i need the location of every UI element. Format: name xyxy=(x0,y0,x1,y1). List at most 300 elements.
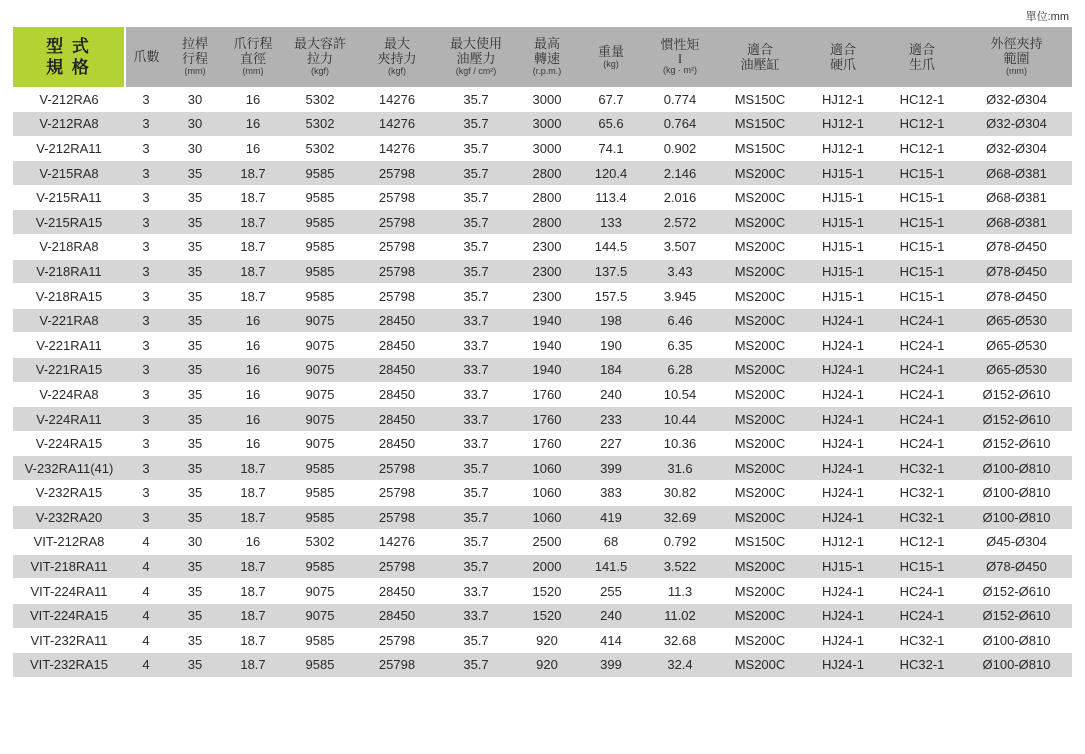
value-cell: 2800 xyxy=(515,161,579,186)
value-cell: 35 xyxy=(167,210,223,235)
value-cell: 35 xyxy=(167,505,223,530)
value-cell: 35 xyxy=(167,579,223,604)
value-cell: MS200C xyxy=(717,481,803,506)
value-cell: HC15-1 xyxy=(883,284,961,309)
value-cell: 3 xyxy=(125,431,167,456)
value-cell: 35.7 xyxy=(437,505,515,530)
model-cell: V-218RA15 xyxy=(13,284,125,309)
value-cell: Ø152-Ø610 xyxy=(961,382,1072,407)
value-cell: Ø68-Ø381 xyxy=(961,210,1072,235)
column-header-unit: (mm) xyxy=(1006,66,1027,77)
value-cell: HC15-1 xyxy=(883,259,961,284)
value-cell: 35.7 xyxy=(437,530,515,555)
model-cell: V-215RA11 xyxy=(13,185,125,210)
value-cell: 9585 xyxy=(283,161,357,186)
value-cell: 3000 xyxy=(515,87,579,112)
value-cell: 3 xyxy=(125,407,167,432)
value-cell: 9585 xyxy=(283,505,357,530)
value-cell: HJ12-1 xyxy=(803,112,883,137)
table-row xyxy=(13,407,1072,432)
value-cell: 35 xyxy=(167,628,223,653)
value-cell: Ø68-Ø381 xyxy=(961,161,1072,186)
value-cell: 16 xyxy=(223,308,283,333)
value-cell: MS150C xyxy=(717,136,803,161)
value-cell: 25798 xyxy=(357,481,437,506)
value-cell: 16 xyxy=(223,136,283,161)
value-cell: 3 xyxy=(125,210,167,235)
value-cell: 16 xyxy=(223,431,283,456)
value-cell: Ø100-Ø810 xyxy=(961,481,1072,506)
column-header-line: 行程 xyxy=(181,51,208,67)
value-cell: Ø100-Ø810 xyxy=(961,628,1072,653)
value-cell: 2.146 xyxy=(643,161,717,186)
value-cell: 9075 xyxy=(283,407,357,432)
column-header-line: 夾持力 xyxy=(377,51,417,67)
value-cell: 414 xyxy=(579,628,643,653)
value-cell: 18.7 xyxy=(223,235,283,260)
value-cell: 184 xyxy=(579,358,643,383)
value-cell: 2300 xyxy=(515,259,579,284)
value-cell: 4 xyxy=(125,579,167,604)
value-cell: 35.7 xyxy=(437,554,515,579)
value-cell: HJ15-1 xyxy=(803,259,883,284)
value-cell: HJ12-1 xyxy=(803,87,883,112)
value-cell: HJ15-1 xyxy=(803,161,883,186)
value-cell: 35.7 xyxy=(437,87,515,112)
column-header-6 xyxy=(515,27,579,87)
value-cell: 35 xyxy=(167,333,223,358)
value-cell: MS200C xyxy=(717,628,803,653)
value-cell: Ø68-Ø381 xyxy=(961,185,1072,210)
value-cell: 30 xyxy=(167,530,223,555)
value-cell: 3 xyxy=(125,185,167,210)
value-cell: HC12-1 xyxy=(883,87,961,112)
value-cell: 25798 xyxy=(357,235,437,260)
value-cell: HJ24-1 xyxy=(803,481,883,506)
value-cell: 65.6 xyxy=(579,112,643,137)
value-cell: 5302 xyxy=(283,112,357,137)
value-cell: 3 xyxy=(125,358,167,383)
value-cell: 18.7 xyxy=(223,505,283,530)
value-cell: 18.7 xyxy=(223,456,283,481)
column-header-line: I xyxy=(677,51,683,67)
value-cell: 399 xyxy=(579,653,643,678)
value-cell: 25798 xyxy=(357,505,437,530)
column-header-4 xyxy=(357,27,437,87)
value-cell: 14276 xyxy=(357,112,437,137)
value-cell: 133 xyxy=(579,210,643,235)
value-cell: 25798 xyxy=(357,284,437,309)
model-cell: V-212RA8 xyxy=(13,112,125,137)
value-cell: MS200C xyxy=(717,161,803,186)
value-cell: 141.5 xyxy=(579,554,643,579)
value-cell: Ø45-Ø304 xyxy=(961,530,1072,555)
value-cell: 144.5 xyxy=(579,235,643,260)
value-cell: 18.7 xyxy=(223,259,283,284)
value-cell: HC24-1 xyxy=(883,603,961,628)
value-cell: 4 xyxy=(125,628,167,653)
value-cell: 3 xyxy=(125,87,167,112)
table-row xyxy=(13,112,1072,137)
value-cell: 33.7 xyxy=(437,333,515,358)
value-cell: 3 xyxy=(125,308,167,333)
value-cell: 25798 xyxy=(357,185,437,210)
value-cell: MS200C xyxy=(717,235,803,260)
value-cell: 6.46 xyxy=(643,308,717,333)
value-cell: MS200C xyxy=(717,505,803,530)
value-cell: 18.7 xyxy=(223,185,283,210)
value-cell: HJ24-1 xyxy=(803,603,883,628)
value-cell: 35.7 xyxy=(437,653,515,678)
value-cell: 9585 xyxy=(283,456,357,481)
value-cell: 6.28 xyxy=(643,358,717,383)
value-cell: 4 xyxy=(125,554,167,579)
value-cell: 3 xyxy=(125,333,167,358)
value-cell: 9075 xyxy=(283,382,357,407)
column-header-2 xyxy=(223,27,283,87)
value-cell: 120.4 xyxy=(579,161,643,186)
value-cell: 5302 xyxy=(283,136,357,161)
value-cell: HJ15-1 xyxy=(803,284,883,309)
value-cell: 35 xyxy=(167,382,223,407)
value-cell: HJ12-1 xyxy=(803,136,883,161)
model-cell: V-232RA20 xyxy=(13,505,125,530)
value-cell: HJ24-1 xyxy=(803,579,883,604)
value-cell: 3.507 xyxy=(643,235,717,260)
table-row xyxy=(13,530,1072,555)
value-cell: 137.5 xyxy=(579,259,643,284)
value-cell: 1060 xyxy=(515,481,579,506)
value-cell: 240 xyxy=(579,603,643,628)
value-cell: 3 xyxy=(125,161,167,186)
table-row xyxy=(13,210,1072,235)
value-cell: 3.43 xyxy=(643,259,717,284)
value-cell: MS150C xyxy=(717,530,803,555)
column-header-unit: (mm) xyxy=(242,66,264,77)
model-cell: V-224RA8 xyxy=(13,382,125,407)
value-cell: Ø65-Ø530 xyxy=(961,358,1072,383)
value-cell: 30 xyxy=(167,112,223,137)
value-cell: HJ24-1 xyxy=(803,308,883,333)
value-cell: 920 xyxy=(515,653,579,678)
value-cell: 16 xyxy=(223,407,283,432)
value-cell: 233 xyxy=(579,407,643,432)
column-header-line: 範圍 xyxy=(1003,51,1030,67)
column-header-unit: (kgf / cm²) xyxy=(455,66,497,77)
value-cell: HC32-1 xyxy=(883,505,961,530)
column-header-7 xyxy=(579,27,643,87)
value-cell: 1760 xyxy=(515,407,579,432)
value-cell: 9585 xyxy=(283,554,357,579)
value-cell: 4 xyxy=(125,653,167,678)
model-cell: V-212RA6 xyxy=(13,87,125,112)
value-cell: 16 xyxy=(223,87,283,112)
value-cell: 9585 xyxy=(283,235,357,260)
value-cell: 25798 xyxy=(357,210,437,235)
value-cell: 9585 xyxy=(283,185,357,210)
value-cell: 35 xyxy=(167,235,223,260)
column-header-12 xyxy=(961,27,1072,87)
value-cell: 18.7 xyxy=(223,603,283,628)
value-cell: 9585 xyxy=(283,653,357,678)
value-cell: HC24-1 xyxy=(883,407,961,432)
value-cell: 33.7 xyxy=(437,603,515,628)
value-cell: 28450 xyxy=(357,603,437,628)
table-row xyxy=(13,235,1072,260)
value-cell: 9585 xyxy=(283,284,357,309)
value-cell: HC24-1 xyxy=(883,431,961,456)
value-cell: 3 xyxy=(125,382,167,407)
value-cell: 113.4 xyxy=(579,185,643,210)
value-cell: Ø78-Ø450 xyxy=(961,554,1072,579)
table-row xyxy=(13,653,1072,678)
value-cell: HC24-1 xyxy=(883,333,961,358)
value-cell: 5302 xyxy=(283,530,357,555)
column-header-line: 慣性矩 xyxy=(660,37,700,53)
column-header-line: 最大 xyxy=(383,36,410,52)
value-cell: 35.7 xyxy=(437,481,515,506)
value-cell: 33.7 xyxy=(437,382,515,407)
value-cell: Ø32-Ø304 xyxy=(961,87,1072,112)
column-header-line: 最大容許 xyxy=(293,36,346,52)
value-cell: 25798 xyxy=(357,456,437,481)
value-cell: 383 xyxy=(579,481,643,506)
value-cell: HC15-1 xyxy=(883,210,961,235)
value-cell: 9075 xyxy=(283,431,357,456)
value-cell: HJ24-1 xyxy=(803,333,883,358)
value-cell: 2800 xyxy=(515,185,579,210)
column-header-unit: (mm) xyxy=(184,66,206,77)
model-cell: VIT-232RA11 xyxy=(13,628,125,653)
value-cell: Ø152-Ø610 xyxy=(961,407,1072,432)
value-cell: HC12-1 xyxy=(883,530,961,555)
value-cell: HC24-1 xyxy=(883,308,961,333)
value-cell: 157.5 xyxy=(579,284,643,309)
value-cell: 28450 xyxy=(357,382,437,407)
value-cell: 0.774 xyxy=(643,87,717,112)
value-cell: 16 xyxy=(223,358,283,383)
value-cell: 35 xyxy=(167,259,223,284)
value-cell: 2000 xyxy=(515,554,579,579)
value-cell: 5302 xyxy=(283,87,357,112)
value-cell: 9075 xyxy=(283,579,357,604)
value-cell: 11.02 xyxy=(643,603,717,628)
value-cell: HC15-1 xyxy=(883,161,961,186)
value-cell: 1940 xyxy=(515,308,579,333)
column-header-unit: (kgf) xyxy=(311,66,329,77)
value-cell: HC24-1 xyxy=(883,358,961,383)
model-cell: VIT-224RA11 xyxy=(13,579,125,604)
value-cell: 25798 xyxy=(357,259,437,284)
value-cell: MS200C xyxy=(717,456,803,481)
chuck-spec-table xyxy=(13,27,1072,678)
table-row xyxy=(13,333,1072,358)
value-cell: 18.7 xyxy=(223,481,283,506)
value-cell: 6.35 xyxy=(643,333,717,358)
value-cell: Ø100-Ø810 xyxy=(961,505,1072,530)
value-cell: 35 xyxy=(167,431,223,456)
value-cell: HC15-1 xyxy=(883,185,961,210)
value-cell: 1520 xyxy=(515,579,579,604)
value-cell: MS200C xyxy=(717,382,803,407)
value-cell: 30 xyxy=(167,136,223,161)
value-cell: 35.7 xyxy=(437,284,515,309)
value-cell: 35 xyxy=(167,481,223,506)
value-cell: 9585 xyxy=(283,259,357,284)
column-header-0 xyxy=(125,27,167,87)
model-cell: V-221RA8 xyxy=(13,308,125,333)
column-header-line: 拉桿 xyxy=(181,36,208,52)
value-cell: HJ24-1 xyxy=(803,431,883,456)
table-row xyxy=(13,87,1072,112)
value-cell: MS200C xyxy=(717,554,803,579)
value-cell: 3 xyxy=(125,259,167,284)
value-cell: 14276 xyxy=(357,87,437,112)
value-cell: HJ15-1 xyxy=(803,554,883,579)
value-cell: 32.4 xyxy=(643,653,717,678)
value-cell: 10.44 xyxy=(643,407,717,432)
value-cell: HJ24-1 xyxy=(803,382,883,407)
model-cell: V-218RA11 xyxy=(13,259,125,284)
value-cell: 35 xyxy=(167,161,223,186)
column-header-line: 爪行程 xyxy=(233,36,273,52)
value-cell: MS200C xyxy=(717,603,803,628)
model-cell: V-221RA11 xyxy=(13,333,125,358)
value-cell: 1060 xyxy=(515,456,579,481)
column-header-3 xyxy=(283,27,357,87)
value-cell: 10.36 xyxy=(643,431,717,456)
value-cell: 35 xyxy=(167,185,223,210)
value-cell: 35.7 xyxy=(437,628,515,653)
column-header-line: 外徑夾持 xyxy=(990,36,1043,52)
value-cell: 4 xyxy=(125,603,167,628)
column-header-unit: (kg · m²) xyxy=(663,65,697,76)
model-cell: V-232RA11(41) xyxy=(13,456,125,481)
value-cell: Ø100-Ø810 xyxy=(961,653,1072,678)
model-cell: V-221RA15 xyxy=(13,358,125,383)
column-header-line: 適合 xyxy=(829,41,856,57)
model-cell: V-224RA11 xyxy=(13,407,125,432)
value-cell: 14276 xyxy=(357,530,437,555)
value-cell: 3000 xyxy=(515,112,579,137)
value-cell: Ø152-Ø610 xyxy=(961,603,1072,628)
unit-label: 單位:mm xyxy=(1025,11,1069,23)
table-row xyxy=(13,382,1072,407)
value-cell: 18.7 xyxy=(223,554,283,579)
value-cell: 399 xyxy=(579,456,643,481)
value-cell: HC32-1 xyxy=(883,628,961,653)
value-cell: 33.7 xyxy=(437,358,515,383)
value-cell: 18.7 xyxy=(223,653,283,678)
value-cell: 419 xyxy=(579,505,643,530)
value-cell: Ø32-Ø304 xyxy=(961,136,1072,161)
value-cell: Ø78-Ø450 xyxy=(961,284,1072,309)
value-cell: Ø65-Ø530 xyxy=(961,333,1072,358)
value-cell: 35 xyxy=(167,308,223,333)
value-cell: HJ24-1 xyxy=(803,653,883,678)
column-header-11 xyxy=(883,27,961,87)
value-cell: HC15-1 xyxy=(883,554,961,579)
value-cell: 3000 xyxy=(515,136,579,161)
value-cell: 9585 xyxy=(283,210,357,235)
value-cell: 9075 xyxy=(283,358,357,383)
value-cell: Ø78-Ø450 xyxy=(961,259,1072,284)
value-cell: 9585 xyxy=(283,481,357,506)
column-header-line: 直徑 xyxy=(239,51,266,67)
table-row xyxy=(13,554,1072,579)
model-header-line1: 型 式 xyxy=(46,36,91,56)
column-header-line: 生爪 xyxy=(908,56,935,72)
table-row xyxy=(13,185,1072,210)
value-cell: MS200C xyxy=(717,653,803,678)
model-cell: V-224RA15 xyxy=(13,431,125,456)
value-cell: 35 xyxy=(167,554,223,579)
table-row xyxy=(13,481,1072,506)
value-cell: 9075 xyxy=(283,308,357,333)
column-header-line: 油壓力 xyxy=(456,51,496,67)
value-cell: 16 xyxy=(223,382,283,407)
column-header-line: 最大使用 xyxy=(449,36,502,52)
value-cell: 9585 xyxy=(283,628,357,653)
value-cell: HC32-1 xyxy=(883,481,961,506)
value-cell: 25798 xyxy=(357,161,437,186)
column-header-9 xyxy=(717,27,803,87)
value-cell: 1760 xyxy=(515,382,579,407)
column-header-unit: (kg) xyxy=(603,58,619,69)
value-cell: HJ15-1 xyxy=(803,210,883,235)
value-cell: 30.82 xyxy=(643,481,717,506)
model-cell: V-212RA11 xyxy=(13,136,125,161)
value-cell: 35 xyxy=(167,603,223,628)
value-cell: HJ15-1 xyxy=(803,185,883,210)
value-cell: 18.7 xyxy=(223,579,283,604)
value-cell: 16 xyxy=(223,333,283,358)
value-cell: 190 xyxy=(579,333,643,358)
value-cell: 3.522 xyxy=(643,554,717,579)
value-cell: 18.7 xyxy=(223,628,283,653)
table-body xyxy=(13,87,1072,677)
table-row xyxy=(13,161,1072,186)
value-cell: 28450 xyxy=(357,407,437,432)
value-cell: 35.7 xyxy=(437,136,515,161)
model-cell: V-215RA15 xyxy=(13,210,125,235)
value-cell: 18.7 xyxy=(223,284,283,309)
value-cell: MS200C xyxy=(717,431,803,456)
column-header-line: 硬爪 xyxy=(829,56,856,72)
value-cell: 227 xyxy=(579,431,643,456)
table-row xyxy=(13,505,1072,530)
value-cell: Ø78-Ø450 xyxy=(961,235,1072,260)
value-cell: 2.016 xyxy=(643,185,717,210)
value-cell: 25798 xyxy=(357,653,437,678)
value-cell: MS200C xyxy=(717,308,803,333)
value-cell: 35 xyxy=(167,284,223,309)
table-row xyxy=(13,628,1072,653)
value-cell: MS200C xyxy=(717,185,803,210)
table-header xyxy=(13,27,1072,87)
value-cell: 2.572 xyxy=(643,210,717,235)
value-cell: 14276 xyxy=(357,136,437,161)
value-cell: Ø152-Ø610 xyxy=(961,579,1072,604)
value-cell: HJ15-1 xyxy=(803,235,883,260)
column-header-line: 拉力 xyxy=(306,51,333,67)
model-header-line2: 規 格 xyxy=(46,57,91,77)
value-cell: HJ24-1 xyxy=(803,628,883,653)
value-cell: 2300 xyxy=(515,235,579,260)
value-cell: 28450 xyxy=(357,431,437,456)
column-header-line: 轉速 xyxy=(533,51,560,67)
model-cell: V-232RA15 xyxy=(13,481,125,506)
